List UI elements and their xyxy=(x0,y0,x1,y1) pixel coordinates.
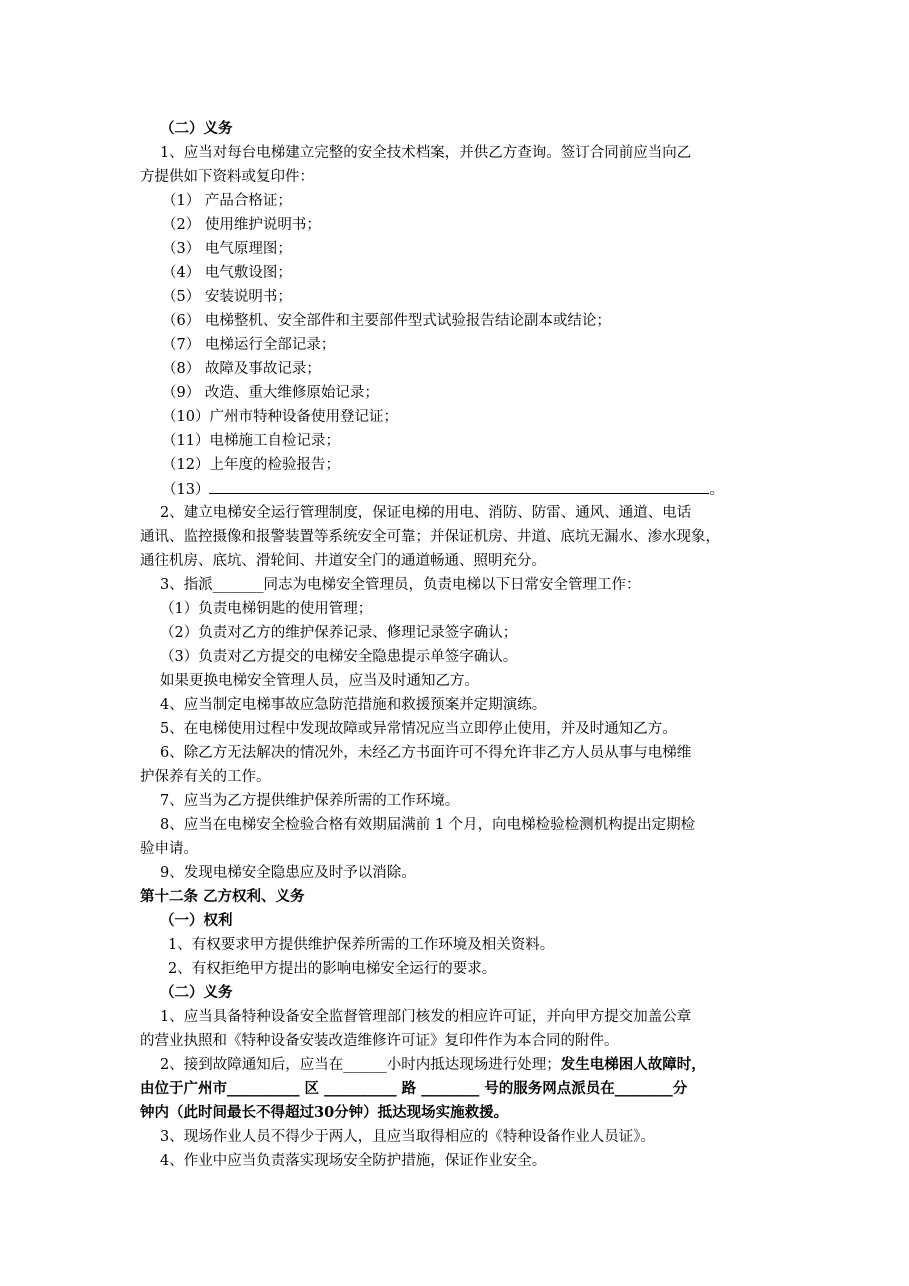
doc-item-12: （12）上年度的检验报告； xyxy=(162,457,340,473)
duty-6-line-1: 6、除乙方无法解决的情况外，未经乙方书面许可不得允许非乙方人员从事与电梯维 xyxy=(160,745,692,761)
duty-1-line-2: 方提供如下资料或复印件： xyxy=(140,169,314,185)
doc-item-8: （8） 故障及事故记录； xyxy=(162,361,321,377)
b-duty-2-bold: 发生电梯困人故障时， xyxy=(560,1056,706,1073)
rights-header: （一）权利 xyxy=(160,912,233,929)
duty-3-line-1: 3、指派_______同志为电梯安全管理员，负责电梯以下日常安全管理工作： xyxy=(160,577,641,593)
duty-6-line-2: 护保养有关的工作。 xyxy=(140,769,271,785)
doc-item-9: （9） 改造、重大维修原始记录； xyxy=(162,385,379,401)
duty-3-item-1: （1）负责电梯钥匙的使用管理； xyxy=(160,601,373,617)
duty-2-line-3: 通往机房、底坑、滑轮间、井道安全门的通道畅通、照明充分。 xyxy=(140,553,546,569)
doc-item-4: （4） 电气敷设图； xyxy=(162,265,292,281)
b-duty-1-line-2: 的营业执照和《特种设备安装改造维修许可证》复印件作为本合同的附件。 xyxy=(140,1033,619,1049)
right-2: 2、有权拒绝甲方提出的影响电梯安全运行的要求。 xyxy=(168,961,497,977)
duties-2-header: （二）义务 xyxy=(160,984,233,1001)
b-duty-2-line-3: 钟内（此时间最长不得超过30分钟）抵达现场实施救援。 xyxy=(140,1104,509,1121)
duty-9: 9、发现电梯安全隐患应及时予以消除。 xyxy=(160,865,416,881)
doc-item-1: （1） 产品合格证； xyxy=(162,193,292,209)
b-duty-2-line-1 xyxy=(160,1055,706,1077)
doc-item-13-prefix: （13） xyxy=(162,482,210,498)
duty-3-note: 如果更换电梯安全管理人员，应当及时通知乙方。 xyxy=(160,673,479,689)
doc-item-5: （5） 安装说明书； xyxy=(162,289,292,305)
duty-7: 7、应当为乙方提供维护保养所需的工作环境。 xyxy=(160,793,460,809)
duty-1-line-1: 1、应当对每台电梯建立完整的安全技术档案，并供乙方查询。签订合同前应当向乙 xyxy=(160,145,692,161)
duty-8-line-2: 验申请。 xyxy=(140,841,198,857)
doc-item-7: （7） 电梯运行全部记录； xyxy=(162,337,336,353)
b-duty-1-line-1: 1、应当具备特种设备安全监督管理部门核发的相应许可证，并向甲方提交加盖公章 xyxy=(160,1009,692,1025)
duty-3-item-3: （3）负责对乙方提交的电梯安全隐患提示单签字确认。 xyxy=(160,649,518,665)
doc-item-13 xyxy=(162,479,724,501)
doc-item-13-suffix: 。 xyxy=(709,482,724,498)
doc-item-6: （6） 电梯整机、安全部件和主要部件型式试验报告结论副本或结论； xyxy=(162,313,611,329)
duty-2-line-2: 通讯、监控摄像和报警装置等系统安全可靠；并保证机房、井道、底坑无漏水、渗水现象， xyxy=(140,529,720,545)
duty-4: 4、应当制定电梯事故应急防范措施和救援预案并定期演练。 xyxy=(160,697,547,713)
duty-2-line-1: 2、建立电梯安全运行管理制度，保证电梯的用电、消防、防雷、通风、通道、电话 xyxy=(160,505,692,521)
right-1: 1、有权要求甲方提供维护保养所需的工作环境及相关资料。 xyxy=(168,937,555,953)
b-duty-4: 4、作业中应当负责落实现场安全防护措施，保证作业安全。 xyxy=(160,1153,547,1169)
b-duty-2-line-2: 由位于广州市__________ 区 __________ 路 ________ 号的服务网点派员在________分 xyxy=(140,1080,688,1097)
doc-item-11: （11）电梯施工自检记录； xyxy=(162,433,340,449)
article-12-title: 第十二条 乙方权利、义务 xyxy=(140,888,305,905)
doc-item-3: （3） 电气原理图； xyxy=(162,241,292,257)
section-duties-header: （二）义务 xyxy=(160,120,233,137)
doc-item-10: （10）广州市特种设备使用登记证； xyxy=(162,409,398,425)
duty-3-item-2: （2）负责对乙方的维护保养记录、修理记录签字确认； xyxy=(160,625,518,641)
duty-8-line-1: 8、应当在电梯安全检验合格有效期届满前 1 个月，向电梯检验检测机构提出定期检 xyxy=(160,817,696,833)
doc-item-2: （2） 使用维护说明书； xyxy=(162,217,321,233)
doc-item-13-blank xyxy=(209,479,709,494)
b-duty-3: 3、现场作业人员不得少于两人，且应当取得相应的《特种设备作业人员证》。 xyxy=(160,1129,655,1145)
duty-5: 5、在电梯使用过程中发现故障或异常情况应当立即停止使用，并及时通知乙方。 xyxy=(160,721,677,737)
b-duty-2-normal: 2、接到故障通知后，应当在______小时内抵达现场进行处理； xyxy=(160,1057,561,1073)
